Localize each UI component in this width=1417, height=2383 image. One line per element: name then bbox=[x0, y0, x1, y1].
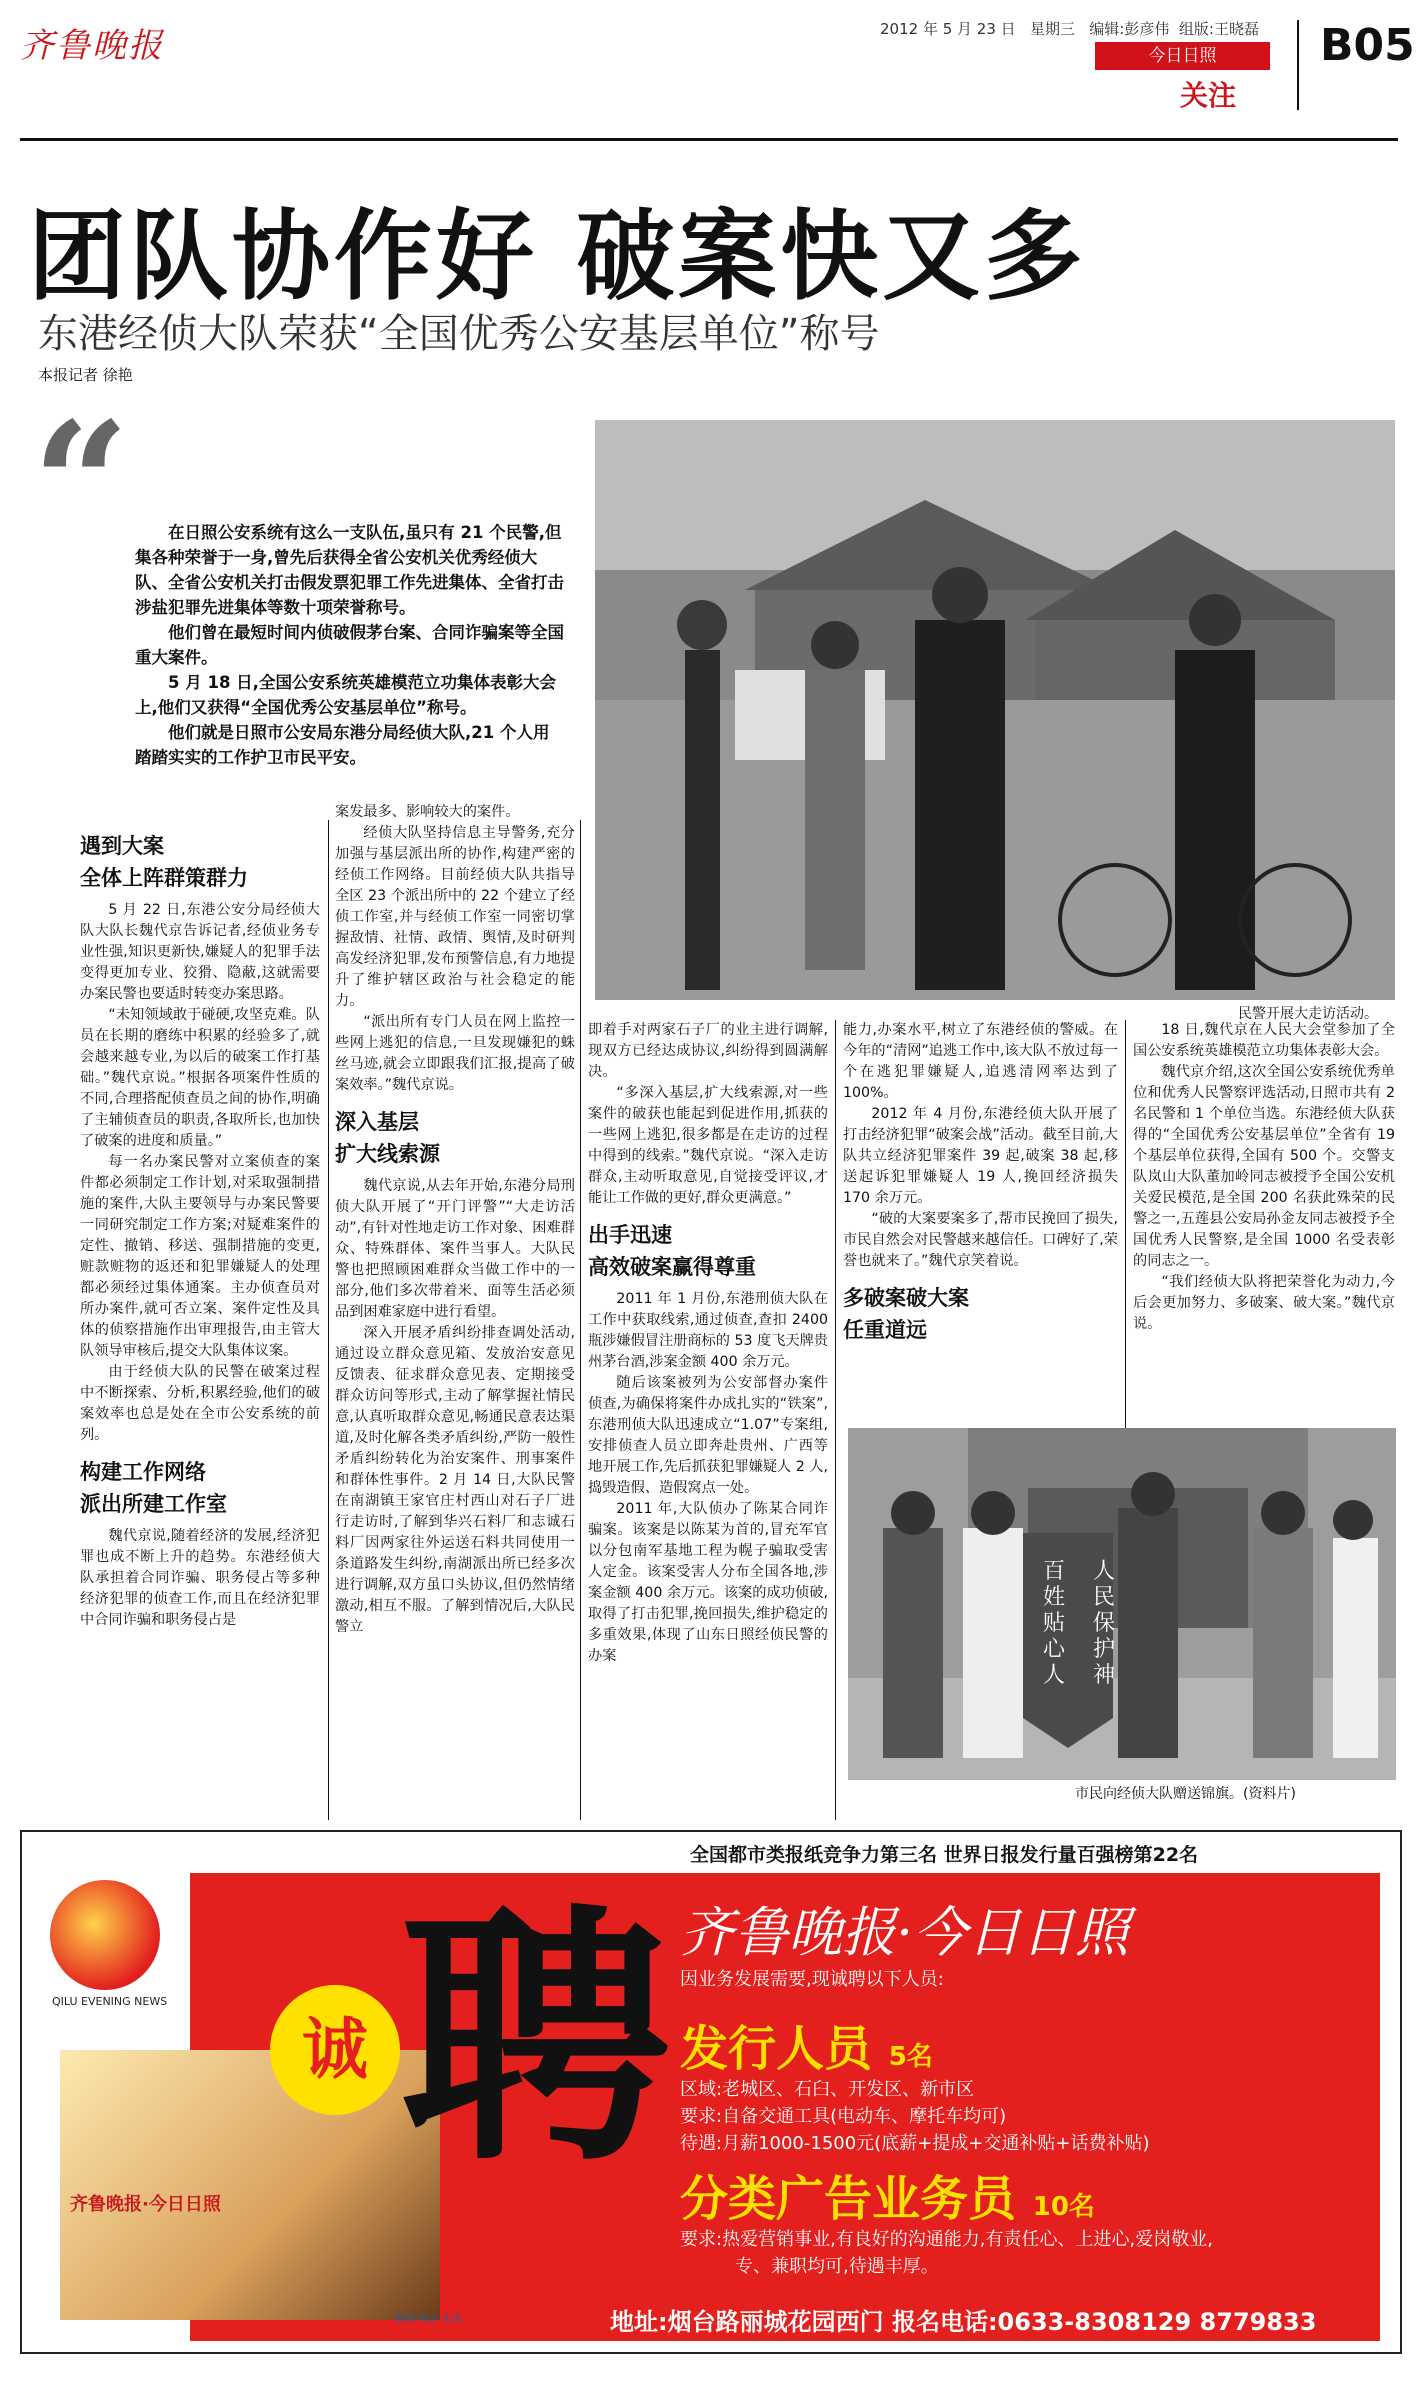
photo-banner-caption: 市民向经侦大队赠送锦旗。(资料片) bbox=[1075, 1786, 1296, 1802]
masthead-logo: 齐鲁晚报 bbox=[20, 26, 164, 66]
paragraph: 案发最多、影响较大的案件。 bbox=[335, 804, 520, 820]
ad-job-2-name: 分类广告业务员 bbox=[680, 2171, 1017, 2227]
ad-job-1-area: 区域:老城区、石臼、开发区、新市区 bbox=[680, 2079, 975, 2100]
paragraph: “我们经侦大队将把荣誉化为动力,今后会更加努力、多破案、破大案。”魏代京说。 bbox=[1133, 1274, 1395, 1332]
column-rule bbox=[580, 820, 581, 1820]
section-badge: 今日日照 bbox=[1095, 42, 1270, 70]
column-5 bbox=[1133, 1020, 1395, 1335]
banner-text-2: 百姓贴心人 bbox=[1043, 1559, 1066, 1688]
byline: 本报记者 徐艳 bbox=[38, 366, 133, 384]
ad-top-line: 全国都市类报纸竞争力第三名 世界日报发行量百强榜第22名 bbox=[690, 1844, 1199, 1866]
paragraph: 随后该案被列为公安部督办案件侦查,为确保将案件办成扎实的“铁案”,东港刑侦大队迅速成立“1.07”专案组,安排侦查人员立即奔赴贵州、广西等地开展工作,先后抓获犯罪嫌疑人 2 人,捣毁造假、造假窝点一处。 bbox=[588, 1375, 828, 1496]
issue-info bbox=[880, 18, 1259, 39]
ad-job-1-title bbox=[680, 2010, 933, 2079]
ad-brand: 齐鲁晚报·今日日照 bbox=[680, 1901, 1130, 1964]
paragraph: 魏代京介绍,这次全国公安系统优秀单位和优秀人民警察评选活动,日照市共有 2 名民警和 1 个单位当选。东港经侦大队获得的“全国优秀公安基层单位”全省有 19 个基层单位获得,全国有 500 个。交警支队岚山大队董加岭同志被授予全国公安机关爱民模范,是全国 200 名获此殊荣的民警之一,五莲县公安局孙金友同志被授予全国优秀人民警察,是全国 1000 名受表彰的同志之一。 bbox=[1133, 1064, 1395, 1269]
paragraph: “未知领域敢于碰硬,攻坚克难。队员在长期的磨练中积累的经验多了,就会越来越专业,为以后的破案工作打基础。”魏代京说。”根据各项案件性质的不同,合理搭配侦查员之间的协作,明确了主辅侦查员的职责,各取所长,也加快了破案的进度和质量。” bbox=[80, 1007, 320, 1149]
ad-logo-text: QILU EVENING NEWS bbox=[52, 1995, 168, 2008]
ad-address: 地址:烟台路丽城花园西门 报名电话:0633-8308129 8779833 bbox=[610, 2308, 1317, 2336]
section-name: 关注 bbox=[1180, 79, 1237, 112]
subheadline: 东港经侦大队荣获“全国优秀公安基层单位”称号 bbox=[38, 311, 880, 357]
heading-network bbox=[80, 1456, 320, 1520]
ad-job-2-title bbox=[680, 2160, 1095, 2229]
heading-big-cases bbox=[843, 1282, 1118, 1346]
issue-layout: 组版:王晓磊 bbox=[1178, 20, 1259, 38]
paragraph: 经侦大队坚持信息主导警务,充分加强与基层派出所的协作,构建严密的经侦工作网络。目前经侦大队共指导全区 23 个派出所中的 22 个建立了经侦工作室,并与经侦工作室一同密切掌握敌情、社情、政情、舆情,及时研判高发经济犯罪,发布预警信息,有力地提升了维护辖区政治与社会稳定的能力。 bbox=[335, 825, 575, 1009]
paragraph: “破的大案要案多了,帮市民挽回了损失,市民自然会对民警越来越信任。口碑好了,荣誉也就来了。”魏代京笑着说。 bbox=[843, 1211, 1118, 1269]
column-1 bbox=[80, 820, 320, 1631]
quote-mark: “ bbox=[32, 385, 130, 585]
issue-weekday: 星期三 bbox=[1029, 20, 1075, 38]
paragraph: “多深入基层,扩大线索源,对一些案件的破获也能起到促进作用,抓获的一些网上逃犯,很多都是在走访的过程中得到的线索。”魏代京说。“深入走访群众,主动听取意见,自觉接受评议,才能让工作做的更好,群众更满意。” bbox=[588, 1085, 828, 1206]
paragraph: 魏代京说,从去年开始,东港分局刑侦大队开展了“开门评警”“大走访活动”,有针对性地走访工作对象、困难群众、特殊群体、案件当事人。大队民警也把照顾困难群众当做工作中的一部分,他们多次带着米、面等生活必须品到困难家庭中进行看望。 bbox=[335, 1178, 575, 1320]
paragraph: 2011 年,大队侦办了陈某合同诈骗案。该案是以陈某为首的,冒充军官以分包南军基地工程为幌子骗取受害人定金。该案受害人分布全国各地,涉案金额 400 余万元。该案的成功侦破,取得了打击犯罪,挽回损失,维护稳定的多重效果,体现了山东日照经侦民警的办案 bbox=[588, 1501, 828, 1664]
heading-big-cases-line2: 任重道远 bbox=[843, 1318, 927, 1342]
column-rule bbox=[328, 820, 329, 1820]
ad-job-2-req2: 专、兼职均可,待遇丰厚。 bbox=[735, 2256, 939, 2277]
photo-visit bbox=[595, 420, 1395, 1000]
column-4 bbox=[843, 1020, 1118, 1352]
paragraph: 魏代京说,随着经济的发展,经济犯罪也成不断上升的趋势。东港经侦大队承担着合同诈骗、职务侵占等多种经济犯罪的侦查工作,而且在经济犯罪中合同诈骗和职务侵占是 bbox=[80, 1528, 320, 1628]
issue-editor: 编辑:彭彦伟 bbox=[1089, 20, 1170, 38]
heading-grassroots bbox=[335, 1106, 575, 1170]
heading-quick-action-line2: 高效破案赢得尊重 bbox=[588, 1255, 756, 1279]
paragraph: “派出所有专门人员在网上监控一些网上逃犯的信息,一旦发现嫌犯的蛛丝马迹,就会立即跟我们汇报,提高了破案效率。”魏代京说。 bbox=[335, 1014, 575, 1093]
heading-big-cases-line1: 多破案破大案 bbox=[843, 1286, 969, 1310]
lead-p4: 他们就是日照市公安局东港分局经侦大队,21 个人用踏踏实实的工作护卫市民平安。 bbox=[135, 723, 550, 767]
column-rule bbox=[835, 1020, 836, 1820]
header-divider bbox=[1297, 20, 1299, 110]
photo-banner-image bbox=[848, 1428, 1396, 1780]
heading-network-line1: 构建工作网络 bbox=[80, 1460, 206, 1484]
ad-job-1-req: 要求:自备交通工具(电动车、摩托车均可) bbox=[680, 2106, 1007, 2127]
photo-banner bbox=[848, 1428, 1396, 1780]
paragraph: 2012 年 4 月份,东港经侦大队开展了打击经济犯罪“破案会战”活动。截至目前,大队共立经济犯罪案件 39 起,破案 38 起,移送起诉犯罪嫌疑人 19 人,挽回经济损失 170 余万元。 bbox=[843, 1106, 1118, 1206]
paragraph: 18 日,魏代京在人民大会堂参加了全国公安系统英雄模范立功集体表彰大会。 bbox=[1133, 1022, 1395, 1059]
heading-quick-action bbox=[588, 1219, 828, 1283]
heading-big-case-line2: 全体上阵群策群力 bbox=[80, 866, 248, 890]
paragraph: 2011 年 1 月份,东港刑侦大队在工作中获取线索,通过侦查,查扣 2400 瓶涉嫌假冒注册商标的 53 度飞天牌贵州茅台酒,涉案金额 400 余万元。 bbox=[588, 1291, 828, 1370]
lead-p3: 5 月 18 日,全国公安系统英雄模范立功集体表彰大会上,他们又获得“全国优秀公安基层单位”称号。 bbox=[135, 673, 556, 717]
paragraph: 深入开展矛盾纠纷排查调处活动,通过设立群众意见箱、发放治安意见反馈表、征求群众意见表、定期接受群众访问等形式,主动了解掌握社情民意,认真听取群众意见,畅通民意表达渠道,及时化解各类矛盾纠纷,严防一般性矛盾纠纷转化为治安案件、刑事案件和群体性事件。2 月 14 日,大队民警在南湖镇王家官庄村西山对石子厂进行走访时,了解到华兴石料厂和志诚石料厂因两家往外运送石料共同使用一条道路发生纠纷,南湖派出所已经多次进行调解,双方虽口头协议,但仍然情绪激动,相互不服。了解到情况后,大队民警立 bbox=[335, 1325, 575, 1635]
ad-photo-brand: 齐鲁晚报·今日日照 bbox=[70, 2194, 221, 2215]
ad-small-brand: 新闻·见证·未来 bbox=[395, 2314, 462, 2325]
heading-grassroots-line1: 深入基层 bbox=[335, 1110, 419, 1134]
photo-visit-image bbox=[595, 420, 1395, 1000]
ad-job-1-name: 发行人员 bbox=[680, 2021, 873, 2077]
ad-job-2-count: 10名 bbox=[1032, 2192, 1095, 2222]
lead-paragraph bbox=[135, 520, 565, 770]
ad-job-1-count: 5名 bbox=[888, 2042, 933, 2072]
header-rule bbox=[20, 138, 1398, 141]
heading-network-line2: 派出所建工作室 bbox=[80, 1492, 227, 1516]
column-2 bbox=[335, 802, 575, 1638]
page-number: B05 bbox=[1320, 20, 1415, 71]
heading-big-case bbox=[80, 830, 320, 894]
headline: 团队协作好 破案快又多 bbox=[28, 200, 1087, 314]
ad-job-2-req: 要求:热爱营销事业,有良好的沟通能力,有责任心、上进心,爱岗敬业, bbox=[680, 2229, 1213, 2250]
paragraph: 由于经侦大队的民警在破案过程中不断探索、分析,积累经验,他们的破案效率也总是处在全市公安系统的前列。 bbox=[80, 1364, 320, 1443]
column-rule bbox=[1125, 1020, 1126, 1450]
heading-big-case-line1: 遇到大案 bbox=[80, 834, 164, 858]
column-3 bbox=[588, 1020, 828, 1667]
lead-p1: 在日照公安系统有这么一支队伍,虽只有 21 个民警,但集各种荣誉于一身,曾先后获得全省公安机关优秀经侦大队、全省公安机关打击假发票犯罪工作先进集体、全省打击涉盐犯罪先进集体等数十项荣誉称号。 bbox=[135, 523, 564, 617]
photo-visit-caption: 民警开展大走访活动。 bbox=[1238, 1006, 1378, 1022]
ad-job-1-pay: 待遇:月薪1000-1500元(底薪+提成+交通补贴+话费补贴) bbox=[680, 2133, 1150, 2154]
heading-quick-action-line1: 出手迅速 bbox=[588, 1223, 672, 1247]
newspaper-logo-icon bbox=[50, 1880, 160, 1990]
lead-p2: 他们曾在最短时间内侦破假茅台案、合同诈骗案等全国重大案件。 bbox=[135, 623, 564, 667]
ad-big-character: 聘 bbox=[400, 1882, 670, 2197]
paragraph: 每一名办案民警对立案侦查的案件都必须制定工作计划,对采取强制措施的案件,大队主要领导与办案民警要一同研究制定工作方案;对疑难案件的定性、撤销、移送、强制措施的变更,赃款赃物的返还和犯罪嫌疑人的处理都必须经过集体通案。主办侦查员对所办案件,就可否立案、案件定性及具体的侦察措施作出审理报告,由主管大队领导审核后,提交大队集体议案。 bbox=[80, 1154, 320, 1359]
paragraph: 5 月 22 日,东港公安分局经侦大队大队长魏代京告诉记者,经侦业务专业性强,知识更新快,嫌疑人的犯罪手法变得更加专业、狡猾、隐蔽,这就需要办案民警也要适时转变办案思路。 bbox=[80, 902, 320, 1002]
banner-text-1: 人民保护神 bbox=[1093, 1559, 1116, 1688]
heading-grassroots-line2: 扩大线索源 bbox=[335, 1142, 440, 1166]
ad-sincere-badge: 诚 bbox=[270, 1985, 400, 2115]
paragraph: 能力,办案水平,树立了东港经侦的警威。在今年的“清网”追逃工作中,该大队不放过每一个在逃犯罪嫌疑人,追逃清网率达到了 100%。 bbox=[843, 1022, 1118, 1101]
issue-date: 2012 年 5 月 23 日 bbox=[880, 20, 1016, 38]
paragraph: 即着手对两家石子厂的业主进行调解,现双方已经达成协议,纠纷得到圆满解决。 bbox=[588, 1022, 828, 1080]
ad-intro: 因业务发展需要,现诚聘以下人员: bbox=[680, 1969, 944, 1990]
